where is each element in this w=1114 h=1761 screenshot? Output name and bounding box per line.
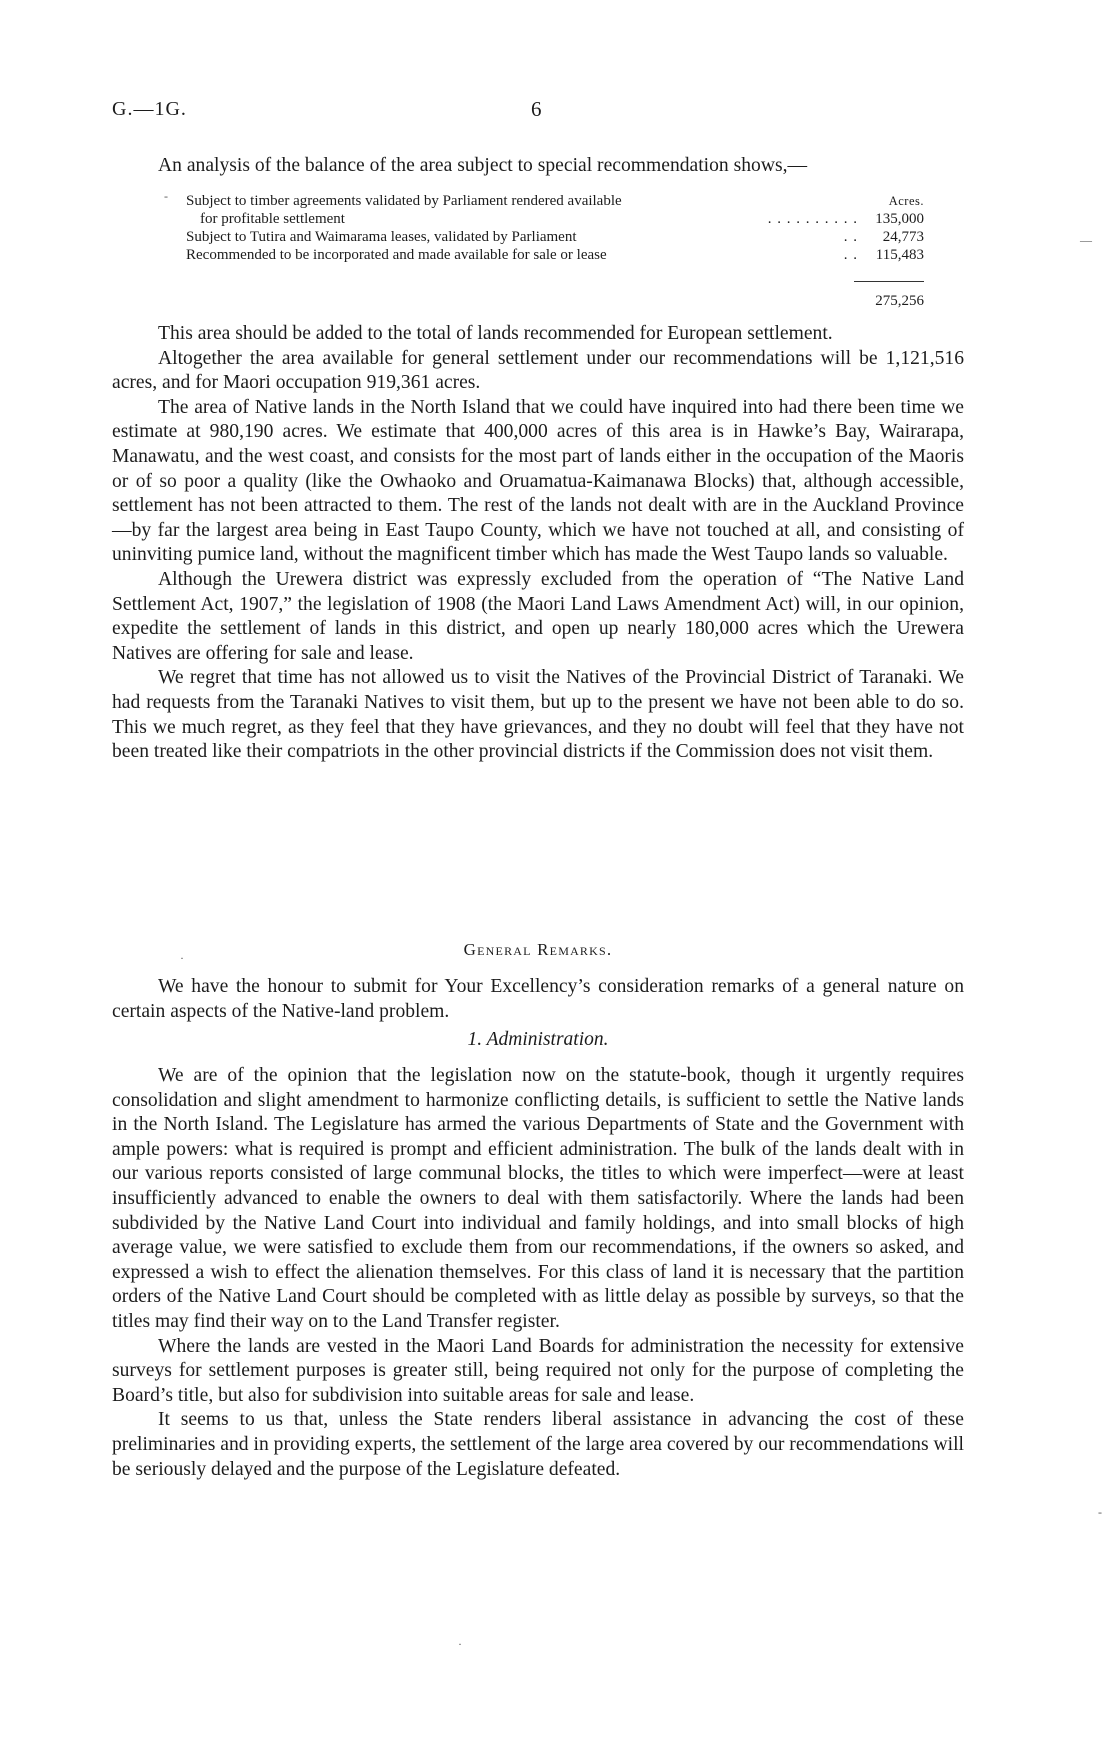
total-rule bbox=[854, 281, 924, 282]
paragraph: It seems to us that, unless the State renders liberal assistance in advancing the cost of these preliminaries and in providing experts, the settlement of the large area covered by our recommendations will be seriously delayed and the purpose of the Legislature defeated. bbox=[112, 1409, 964, 1480]
table-total: 275,256 bbox=[875, 293, 924, 309]
paragraph: We have the honour to submit for Your Excellency’s consideration remarks of a general nature on certain aspects of the Native-land problem. bbox=[112, 976, 964, 1022]
paragraph: This area should be added to the total of lands recommended for European settlement. bbox=[158, 323, 833, 344]
body-section-a bbox=[112, 322, 964, 765]
subsection-heading: 1. Administration. bbox=[467, 1029, 609, 1050]
table-row-label: Subject to timber agreements validated by Parliament rendered available bbox=[186, 193, 622, 209]
scan-mark: · bbox=[180, 951, 184, 965]
table-row-value: 135,000 bbox=[875, 211, 924, 227]
report-reference: G.—1G. bbox=[112, 98, 187, 120]
intro-paragraph: An analysis of the balance of the area subject to special recommendation shows,— bbox=[158, 155, 808, 176]
scan-mark: — bbox=[1080, 233, 1092, 247]
leader-dots: . . . . . . . . . . bbox=[767, 211, 858, 227]
table-row-value: 115,483 bbox=[875, 247, 924, 263]
section-heading: General Remarks. bbox=[463, 940, 613, 959]
acreage-table bbox=[186, 192, 924, 309]
table-row bbox=[186, 246, 924, 264]
paragraph: The area of Native lands in the North Island that we could have inquired into had there been time we estimate at 980,190 acres. We estimate that 400,000 acres of this area is in Hawke’s Bay, Wairarapa, Manawatu, and the west coast, and consists for the most part of lands either in the occupation of the Maoris or of so poor a quality (like the Owhaoko and Oruamatua-Kaimanawa Blocks) that, although accessible, settlement has not been attracted to them. The rest of the lands not dealt with are in the Auckland Province—by far the largest area being in East Taupo County, which we have not touched at all, and consisting of uninviting pumice land, without the magnificent timber which has made the West Taupo lands so valuable. bbox=[112, 396, 964, 566]
intro-block bbox=[112, 154, 964, 179]
table-row bbox=[186, 192, 924, 210]
paragraph: Altogether the area available for general settlement under our recommendations will be 1,121,516 acres, and for Maori occupation 919,361 acres. bbox=[112, 347, 964, 394]
scan-mark: - bbox=[164, 189, 168, 203]
table-row bbox=[186, 228, 924, 246]
body-section-b bbox=[112, 975, 964, 1024]
table-row-label: for profitable settlement bbox=[200, 211, 345, 227]
table-row bbox=[186, 210, 924, 228]
unit-label: Acres. bbox=[888, 194, 924, 208]
page-number: 6 bbox=[531, 97, 542, 121]
paragraph: We regret that time has not allowed us to visit the Natives of the Provincial District of Taranaki. We had requests from the Taranaki Natives to visit them, but up to the present we have not been able to do so. This we much regret, as they feel that they have grievances, and they no doubt will feel that they have not been treated like their compatriots in the other provincial districts if the Commission does not visit them. bbox=[112, 667, 964, 763]
table-row-label: Subject to Tutira and Waimarama leases, validated by Parliament bbox=[186, 229, 577, 245]
paragraph: We are of the opinion that the legislation now on the statute-book, though it urgently requires consolidation and slight amendment to harmonize conflicting details, is sufficient to settle the Native lands in the North Island. The Legislature has armed the various Departments of State and the Government with ample powers: what is required is prompt and efficient administration. The bulk of the lands dealt with in our various reports consisted of large communal blocks, the titles to which were imperfect—were at least insufficiently advanced to enable the owners to deal with them satisfactorily. Where the lands had been subdivided by the Native Land Court into individual and family holdings, and into small blocks of high average value, we were satisfied to exclude them from our recommendations, if the owners so asked, and expressed a wish to effect the alienation themselves. For this class of land it is necessary that the partition orders of the Native Land Court should be completed with as little delay as possible by surveys, so that the titles may find their way on to the Land Transfer register. bbox=[112, 1065, 964, 1332]
table-row-label: Recommended to be incorporated and made available for sale or lease bbox=[186, 247, 607, 263]
paragraph: Where the lands are vested in the Maori Land Boards for administration the necessity for extensive surveys for settlement purposes is greater still, being required not only for the purpose of completing the Board’s title, but also for subdivision into suitable areas for sale and lease. bbox=[112, 1335, 964, 1406]
leader-dots: . . bbox=[843, 247, 858, 263]
table-row-value: 24,773 bbox=[882, 229, 924, 245]
paragraph: Although the Urewera district was expressly excluded from the operation of “The Native Land Settlement Act, 1907,” the legislation of 1908 (the Maori Land Laws Amendment Act) will, in our opinion, expedite the settlement of lands in this district, and open up nearly 180,000 acres which the Urewera Natives are offering for sale and lease. bbox=[112, 568, 964, 664]
body-section-c bbox=[112, 1064, 964, 1482]
scan-mark: - bbox=[1098, 1505, 1102, 1519]
scan-mark: · bbox=[458, 1637, 462, 1651]
leader-dots: . . bbox=[843, 229, 858, 245]
